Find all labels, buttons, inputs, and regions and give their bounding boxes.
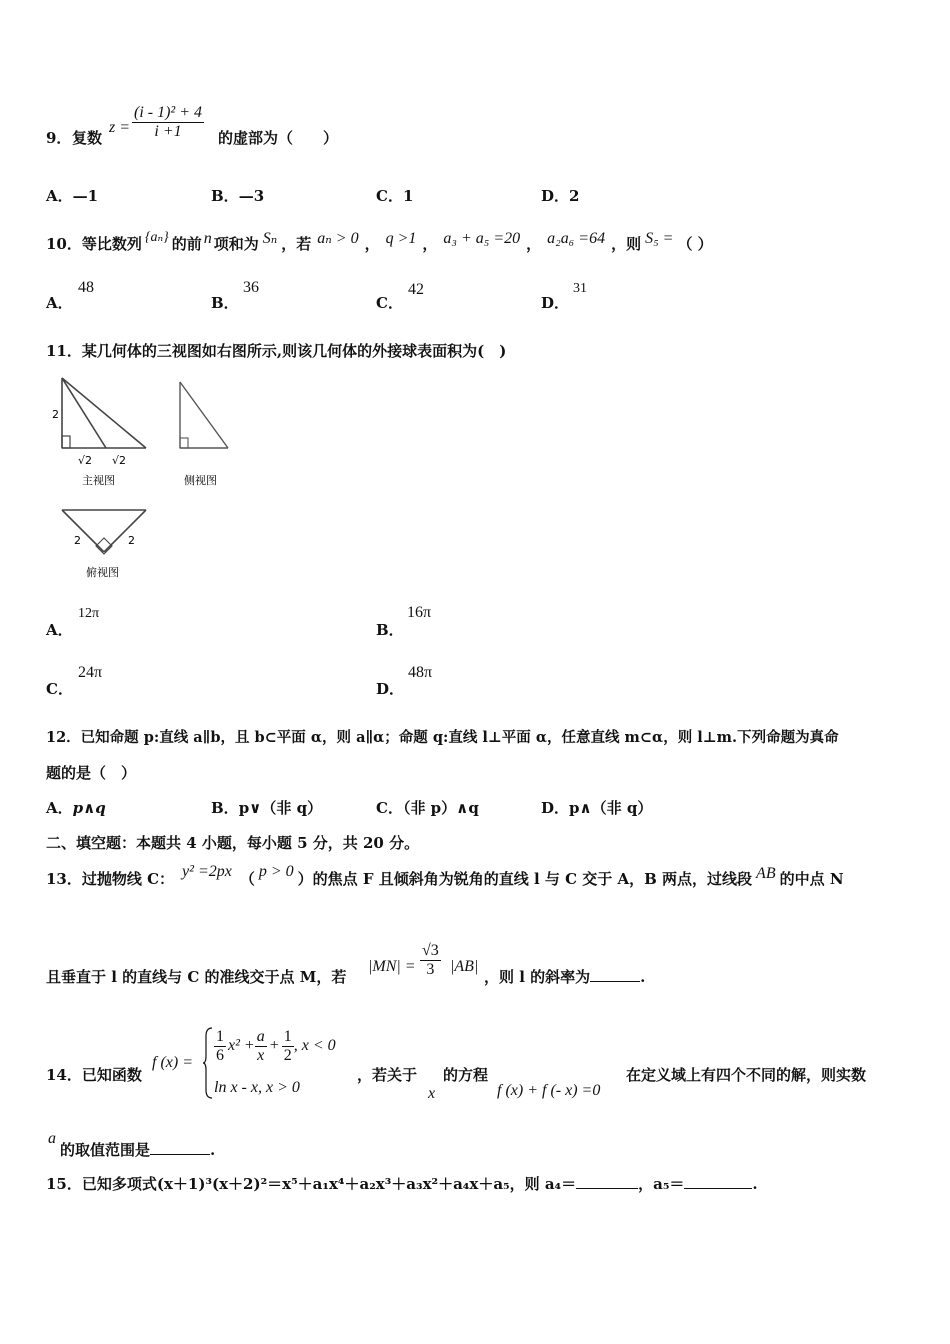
q12-option-b: B．p∨（非 q）	[211, 799, 323, 817]
q14-equation: f (x) + f (- x) =0	[497, 1082, 601, 1099]
q9-option-d: D．2	[541, 187, 580, 205]
q14-piece1: $\frac{1}{6}$ x² + $\frac{a}{x}$ + $\frac{1}{2}$ , x < 0	[216, 1028, 336, 1064]
q12-option-a: A．p∧q	[46, 799, 106, 817]
q13-line2-tail: ，则 l 的斜率为 .	[484, 968, 646, 986]
top-view	[62, 510, 146, 554]
top-right-label: 2	[128, 534, 135, 547]
q10-option-b-value: 36	[243, 279, 259, 296]
front-root-label-2: √2	[112, 454, 127, 467]
q9-option-b: B．—3	[211, 187, 265, 205]
q11-option-d: D．	[376, 680, 405, 698]
q9-numerator: (i - 1)² + 4	[134, 104, 203, 121]
section-heading: 二、填空题：本题共 4 小题，每小题 5 分，共 20 分。	[46, 834, 420, 852]
q9-option-a: A．—1	[46, 187, 99, 205]
side-view	[180, 382, 228, 448]
q11-option-a-value: 12π	[78, 606, 100, 621]
q13-answer-blank[interactable]	[590, 967, 640, 982]
front-view-label: 主视图	[82, 474, 115, 487]
q14-brace	[203, 1026, 213, 1100]
q14-piece2: ln x - x, x > 0	[214, 1079, 300, 1096]
q9-denominator: i +1	[154, 123, 182, 140]
q12-stem-line2: 题的是（ ）	[46, 764, 137, 782]
q13-line2: 且垂直于 l 的直线与 C 的准线交于点 M，若	[46, 968, 347, 986]
q10-option-d: D．	[541, 294, 570, 312]
q15-a4-blank[interactable]	[576, 1174, 638, 1189]
front-root-label-1: √2	[78, 454, 93, 467]
q10-option-d-value: 31	[573, 281, 587, 296]
top-view-label: 俯视图	[86, 566, 119, 579]
q9-lead: 复数	[72, 129, 103, 147]
q14-fx: f (x) =	[152, 1054, 193, 1071]
q14-line2: 的取值范围是 .	[60, 1141, 216, 1159]
q13-mn: |MN| =	[368, 958, 416, 975]
q12-option-d: D．p∧（非 q）	[541, 799, 653, 817]
q10-option-b: B．	[211, 294, 239, 312]
q10-sequence: {aₙ}	[144, 230, 169, 245]
q9-option-c: C．1	[376, 187, 414, 205]
q10-option-c: C．	[376, 294, 403, 312]
q14-var-x: x	[428, 1085, 436, 1102]
front-view	[62, 378, 146, 448]
q9-fraction	[132, 104, 204, 141]
q11-option-c: C．	[46, 680, 73, 698]
q11-option-c-value: 24π	[78, 664, 103, 681]
q14-var-a: a	[48, 1130, 56, 1147]
q10-option-c-value: 42	[408, 281, 424, 298]
front-height-label: 2	[52, 408, 59, 421]
q14-lead: 14．已知函数	[46, 1066, 142, 1084]
top-left-label: 2	[74, 534, 81, 547]
q10-option-a: A．	[46, 294, 73, 312]
q13-fraction: $\frac{√3}{3}$	[422, 942, 439, 978]
q9-z-lhs: z =	[109, 119, 131, 136]
q11-stem: 11．某几何体的三视图如右图所示,则该几何体的外接球表面积为( )	[46, 342, 507, 360]
q14-mid2: 的方程	[443, 1066, 489, 1084]
q9-tail: 的虚部为（ ）	[218, 129, 339, 147]
q11-option-b: B．	[376, 621, 404, 639]
q14-answer-blank[interactable]	[150, 1140, 210, 1155]
q11-option-a: A．	[46, 621, 73, 639]
three-view-figure	[46, 372, 246, 582]
q13-line1: 13．过抛物线 C： y² =2px （ p > 0 ）的焦点 F 且倾斜角为锐角的直线 l 与 C 交于 A，B 两点，过线段 AB 的中点 N	[46, 863, 844, 888]
q15-a5-blank[interactable]	[684, 1174, 752, 1189]
q10-stem: 10．等比数列 {aₙ} 的前 n 项和为 Sₙ ，若 aₙ > 0 ， q >1 ， a₃ + a₅ =20 ， a₂a₆ =64 ，则 S₅ = （ ）	[46, 230, 713, 253]
q15-stem: 15．已知多项式(x＋1)³(x＋2)²＝x⁵＋a₁x⁴＋a₂x³＋a₃x²＋a₄x＋a₅，则 a₄＝ ，a₅＝ .	[46, 1175, 758, 1193]
q12-stem-line1: 12．已知命题 p:直线 a∥b，且 b⊂平面 α，则 a∥α；命题 q:直线 l⊥平面 α，任意直线 m⊂α，则 l⊥m.下列命题为真命	[46, 729, 839, 746]
q11-option-b-value: 16π	[407, 604, 432, 621]
q12-option-c: C．（非 p）∧q	[376, 799, 479, 817]
q11-option-d-value: 48π	[408, 664, 433, 681]
q9-number: 9．	[46, 129, 72, 147]
q10-option-a-value: 48	[78, 279, 94, 296]
q14-tail: 在定义域上有四个不同的解，则实数	[626, 1066, 867, 1084]
q14-mid: ，若关于	[357, 1066, 418, 1084]
q13-abs-ab: |AB|	[450, 958, 479, 975]
side-view-label: 侧视图	[184, 474, 217, 487]
